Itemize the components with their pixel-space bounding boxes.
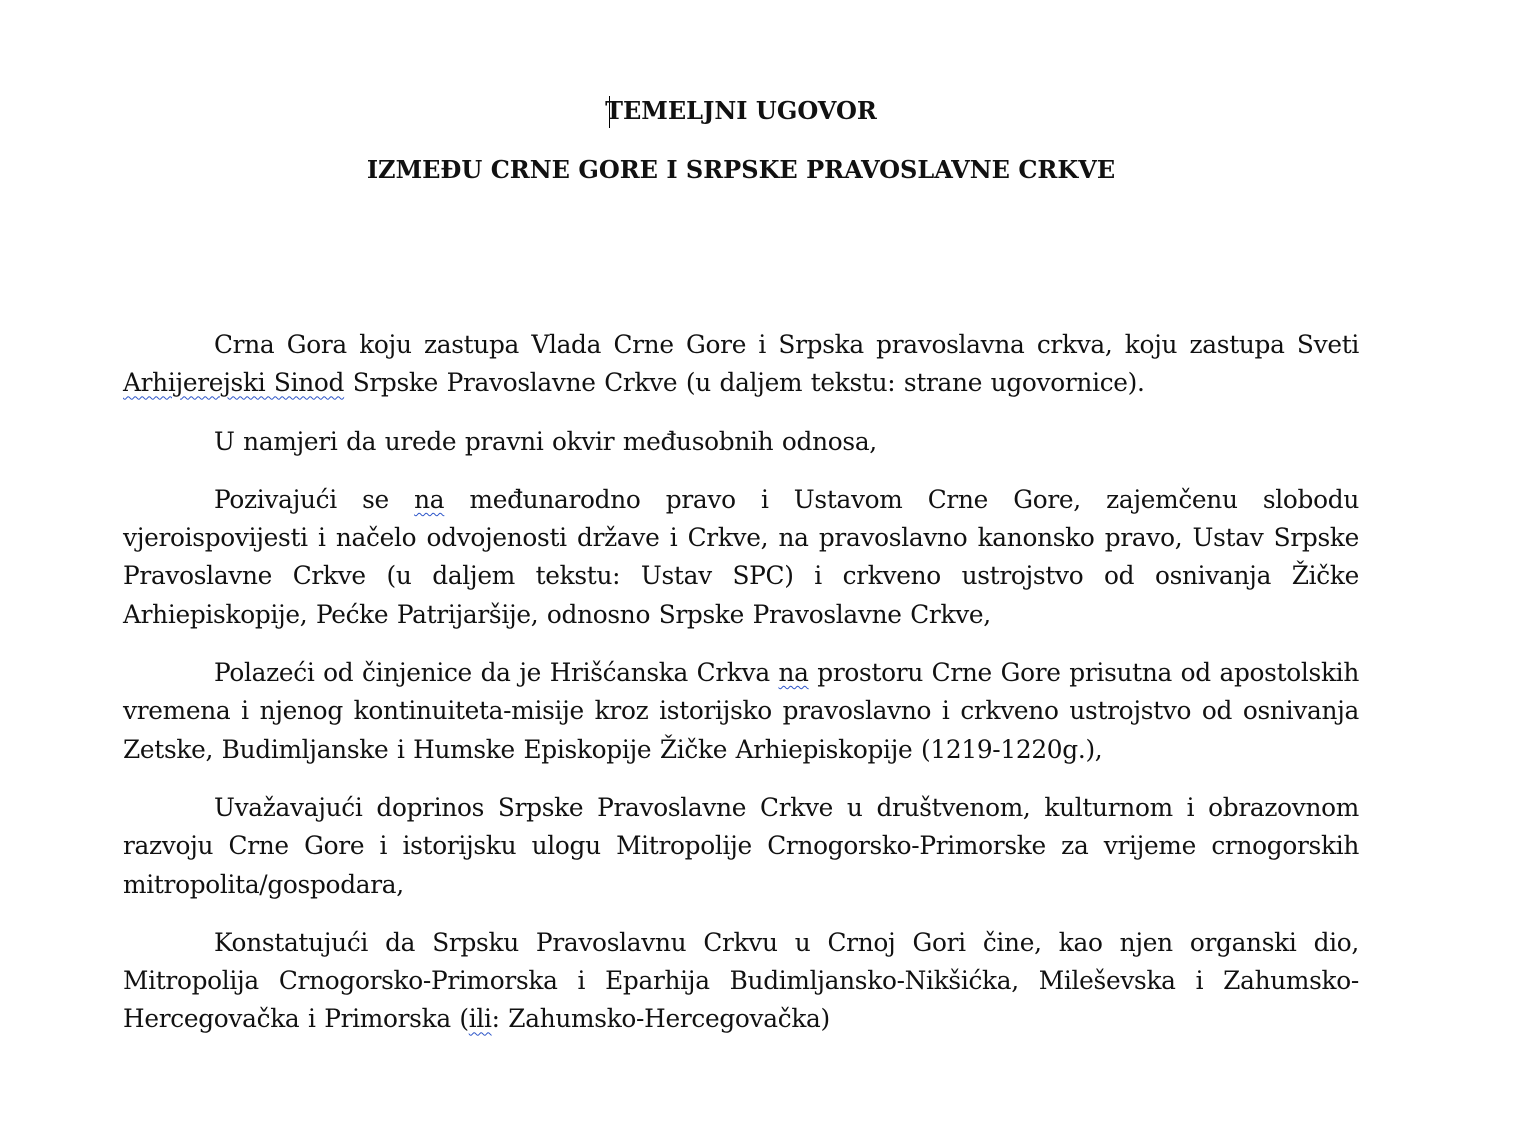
document-title: TEMELJNI UGOVOR [605,96,877,125]
paragraph-text: Srpske Pravoslavne Crkve (u daljem tekstu: strane ugovornice). [344,368,1145,398]
paragraph-text: Polazeći od činjenice da je Hrišćanska Crkva [214,658,779,688]
paragraph-text: U namjeri da urede pravni okvir međusobnih odnosa, [214,426,877,456]
document-subtitle: IZMEĐU CRNE GORE I SRPSKE PRAVOSLAVNE CRKVE [366,155,1116,184]
spelling-flag[interactable]: na [414,484,445,514]
paragraph-text: : Zahumsko-Hercegovačka) [491,1004,830,1034]
spelling-flag[interactable]: Arhijerejski Sinod [123,368,345,398]
paragraph-legal-basis[interactable] [123,481,1359,634]
spelling-flag[interactable]: na [778,658,809,688]
paragraph-history[interactable] [123,654,1359,769]
document-body[interactable] [123,326,1359,1059]
paragraph-intent[interactable] [123,423,1359,461]
paragraph-composition[interactable] [123,924,1359,1039]
paragraph-parties[interactable] [123,326,1359,403]
paragraph-text: međunarodno pravo i Ustavom Crne Gore, zajemčenu slobodu vjeroispovijesti i načelo odvojenosti države i Crkve, na pravoslavno kanonsko pravo, Ustav Srpske Pravoslavne Crkve (u daljem tekstu: Ustav SPC) i crkveno ustrojstvo od osnivanja Žičke Arhiepiskopije, Pećke Patrijaršije, odnosno Srpske Pravoslavne Crkve, [123,484,1359,629]
paragraph-text: Konstatujući da Srpsku Pravoslavnu Crkvu u Crnoj Gori čine, kao njen organski dio, Mitropolija Crnogorsko-Primorska i Eparhija Budimljansko-Nikšićka, Mileševska i Zahumsko-Hercegovačka i Primorska ( [123,927,1359,1034]
paragraph-contribution[interactable] [123,789,1359,904]
paragraph-text: Pozivajući se [214,484,415,514]
paragraph-text: prostoru Crne Gore prisutna od apostolskih vremena i njenog kontinuiteta-misije kroz istorijsko pravoslavno i crkveno ustrojstvo od osnivanja Zetske, Budimljanske i Humske Episkopije Žičke Arhiepiskopije (1219-1220g.), [123,658,1359,764]
spelling-flag[interactable]: ili [468,1004,492,1034]
paragraph-text: Crna Gora koju zastupa Vlada Crne Gore i Srpska pravoslavna crkva, koju zastupa Sveti [214,330,1359,359]
paragraph-text: Uvažavajući doprinos Srpske Pravoslavne Crkve u društvenom, kulturnom i obrazovnom razvoju Crne Gore i istorijsku ulogu Mitropolije Crnogorsko-Primorske za vrijeme crnogorskih mitropolita/gospodara, [123,792,1359,899]
